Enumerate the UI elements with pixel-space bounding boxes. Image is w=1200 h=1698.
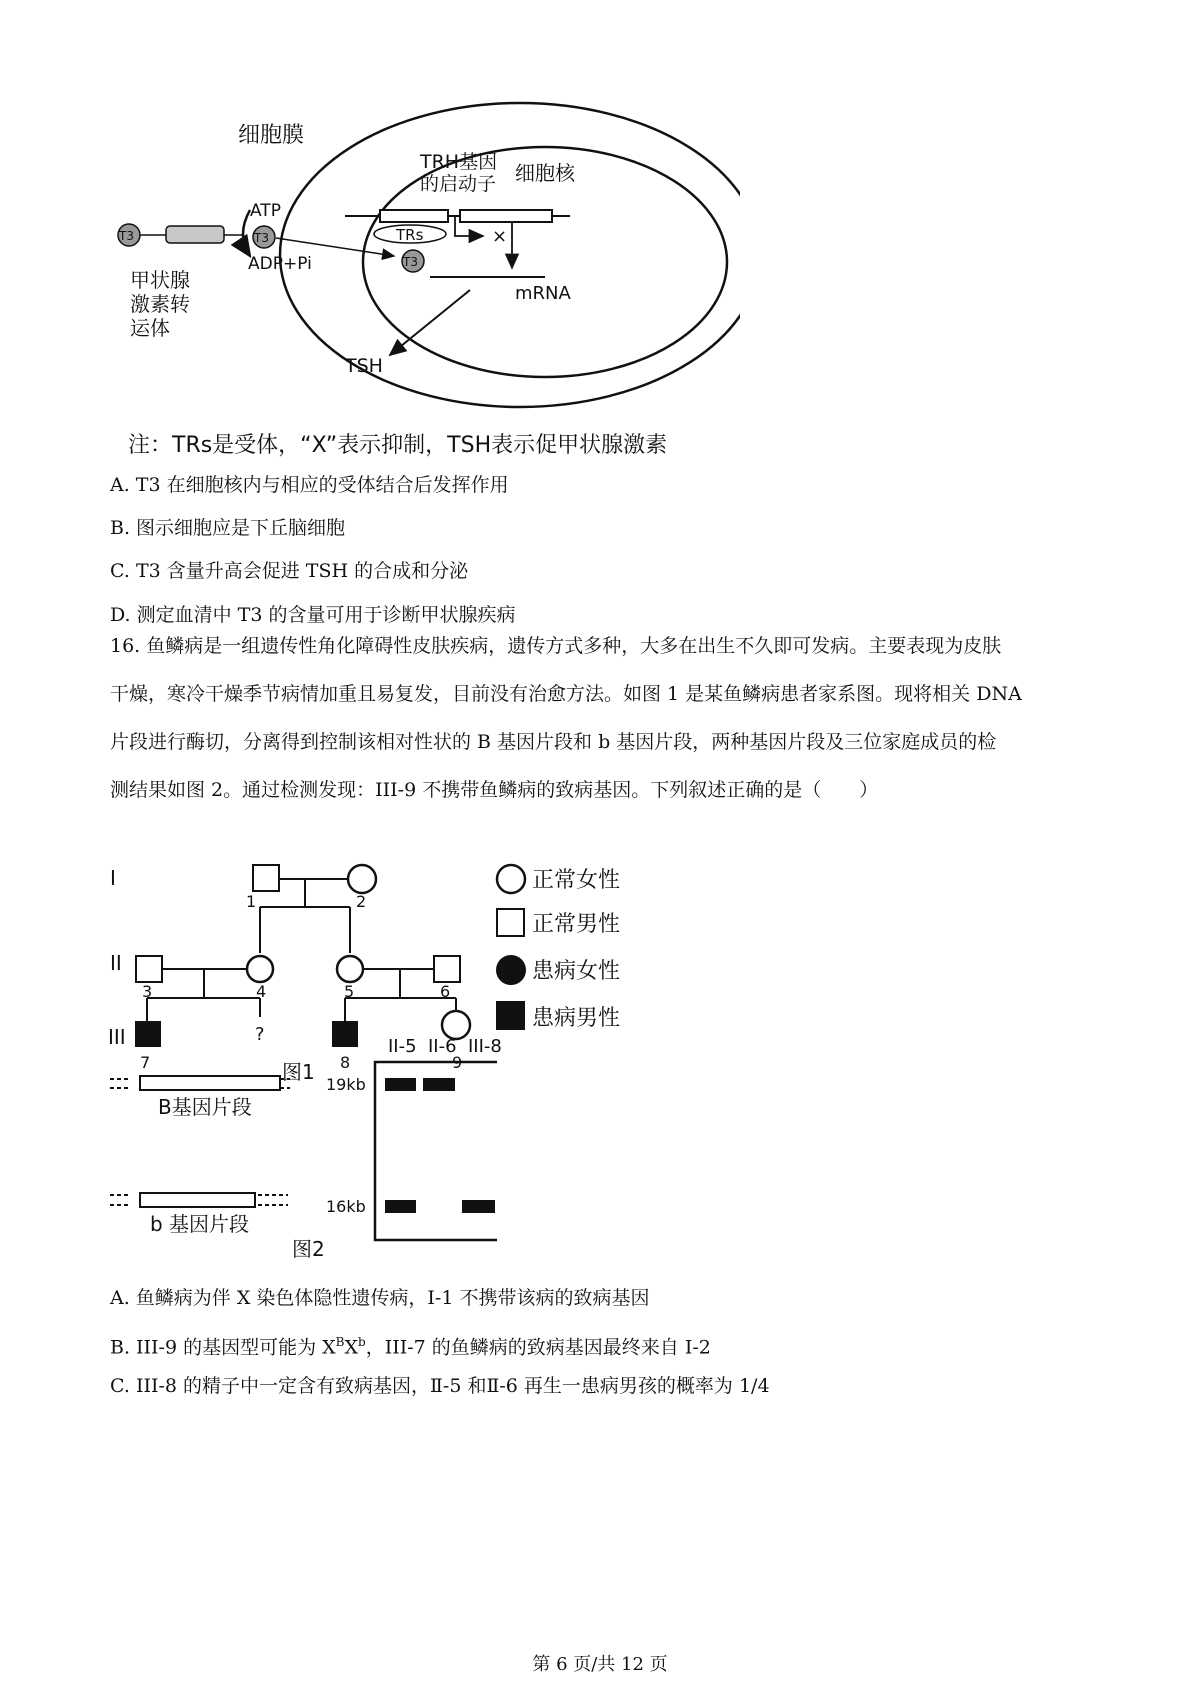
q16-option-c: C. III-8 的精子中一定含有致病基因，Ⅱ-5 和Ⅱ-6 再生一患病男孩的概率为 1/4 (110, 1375, 770, 1397)
transporter-label-1: 甲状腺 (130, 268, 190, 292)
q15-option-a: A. T3 在细胞核内与相应的受体结合后发挥作用 (110, 474, 509, 496)
figure-1-caption: 图1 (282, 1060, 315, 1084)
page-footer: 第 6 页/共 12 页 (532, 1654, 668, 1675)
gel-electrophoresis (100, 1030, 560, 1270)
num-6: 6 (440, 982, 451, 1001)
lane-ii5: II-5 (388, 1036, 417, 1057)
legend-normal-male-icon (497, 909, 524, 936)
legend-normal-female-icon (497, 865, 525, 893)
figure-2-caption: 图2 (292, 1237, 325, 1261)
t3-nucleus-label: T3 (403, 255, 418, 269)
num-4: 4 (256, 982, 267, 1001)
i1-normal-male (253, 865, 279, 891)
ii3-normal-male (136, 956, 162, 982)
membrane-label: 细胞膜 (238, 123, 305, 148)
q15-option-c: C. T3 含量升高会促进 TSH 的合成和分泌 (110, 560, 469, 582)
num-1: 1 (246, 892, 257, 911)
size-19kb: 19kb (326, 1075, 366, 1094)
tsh-arrow (390, 290, 470, 355)
q16-option-b (110, 1329, 711, 1360)
num-5: 5 (344, 982, 355, 1001)
hormone-transporter (166, 226, 224, 243)
promoter-label-2: 的启动子 (420, 173, 497, 195)
ii4-carrier-female (247, 956, 273, 982)
unknown-child: ? (255, 1024, 265, 1045)
figure-note: 注：TRs是受体，“X”表示抑制，TSH表示促甲状腺激素 (128, 433, 668, 458)
q16-stem-line-3: 片段进行酶切，分离得到控制该相对性状的 B 基因片段和 b 基因片段，两种基因片段及三位家庭成员的检 (110, 731, 997, 753)
b-lower-fragment (140, 1193, 255, 1207)
b-lower-label: b 基因片段 (150, 1212, 250, 1236)
lane-iii8: III-8 (468, 1036, 502, 1057)
atp-label: ATP (250, 201, 281, 221)
q16-stem (110, 622, 1100, 814)
band-iii8-16kb (462, 1200, 495, 1213)
trs-label: TRs (396, 226, 424, 244)
band-ii5-16kb (385, 1200, 416, 1213)
t3-cytoplasm-label: T3 (254, 231, 269, 245)
q16-option-b-post: ，III-7 的鱼鳞病的致病基因最终来自 I-2 (365, 1336, 711, 1359)
atp-arrow (243, 210, 250, 256)
t3-outside-label: T3 (119, 229, 134, 243)
transporter-label-3: 运体 (130, 316, 170, 340)
mrna-label: mRNA (515, 283, 571, 304)
legend-affected-female-icon (497, 956, 525, 984)
ii5-female (337, 956, 363, 982)
q16-option-b-sup-2: b (358, 1335, 366, 1349)
transporter-label-2: 激素转 (130, 292, 190, 316)
q16-option-b-sup-1: B (335, 1335, 345, 1349)
b-upper-label: B基因片段 (158, 1095, 252, 1119)
legend-affected-male: 患病男性 (532, 1006, 621, 1031)
legend-affected-female: 患病女性 (532, 959, 621, 984)
gen-label-i: I (110, 866, 116, 890)
legend-normal-male: 正常男性 (532, 912, 621, 937)
band-ii6-19kb (423, 1078, 455, 1091)
gene-box (460, 210, 552, 222)
q16-stem-line-2: 干燥，寒冷干燥季节病情加重且易复发，目前没有治愈方法。如图 1 是某鱼鳞病患者家系图。现将相关 DNA (110, 683, 1022, 705)
lane-ii6: II-6 (428, 1036, 457, 1057)
adp-label: ADP+Pi (248, 254, 312, 274)
num-2: 2 (356, 892, 367, 911)
gen-label-iii: III (108, 1025, 126, 1049)
q15-option-d: D. 测定血清中 T3 的含量可用于诊断甲状腺疾病 (110, 604, 516, 626)
band-ii5-19kb (385, 1078, 416, 1091)
promoter-box (380, 210, 448, 222)
inhibit-mark: × (492, 226, 508, 247)
gen-label-ii: II (110, 951, 122, 975)
num-8: 8 (340, 1053, 351, 1072)
ii6-normal-male (434, 956, 460, 982)
tsh-label: TSH (345, 355, 383, 377)
nucleus-label: 细胞核 (515, 161, 575, 185)
num-7: 7 (140, 1053, 151, 1072)
q16-option-b-mid: X (344, 1336, 359, 1359)
q16-stem-line-1: 16. 鱼鳞病是一组遗传性角化障碍性皮肤疾病，遗传方式多种，大多在出生不久即可发病。主要表现为皮肤 (110, 635, 1002, 657)
i2-normal-female (348, 865, 376, 893)
q16-option-a: A. 鱼鳞病为伴 X 染色体隐性遗传病，I-1 不携带该病的致病基因 (110, 1287, 650, 1309)
num-9: 9 (452, 1053, 463, 1072)
num-3: 3 (142, 982, 153, 1001)
legend-normal-female: 正常女性 (532, 868, 621, 893)
q16-stem-line-4: 测结果如图 2。通过检测发现：III-9 不携带鱼鳞病的致病基因。下列叙述正确的是（ ） (110, 779, 879, 801)
q15-option-b: B. 图示细胞应是下丘脑细胞 (110, 517, 346, 539)
q16-option-b-pre: B. III-9 的基因型可能为 X (110, 1336, 336, 1359)
legend-affected-male-icon (497, 1002, 524, 1029)
promoter-label-1: TRH基因 (420, 151, 498, 173)
b-upper-fragment (140, 1076, 280, 1090)
cell-diagram (100, 80, 740, 410)
size-16kb: 16kb (326, 1197, 366, 1216)
